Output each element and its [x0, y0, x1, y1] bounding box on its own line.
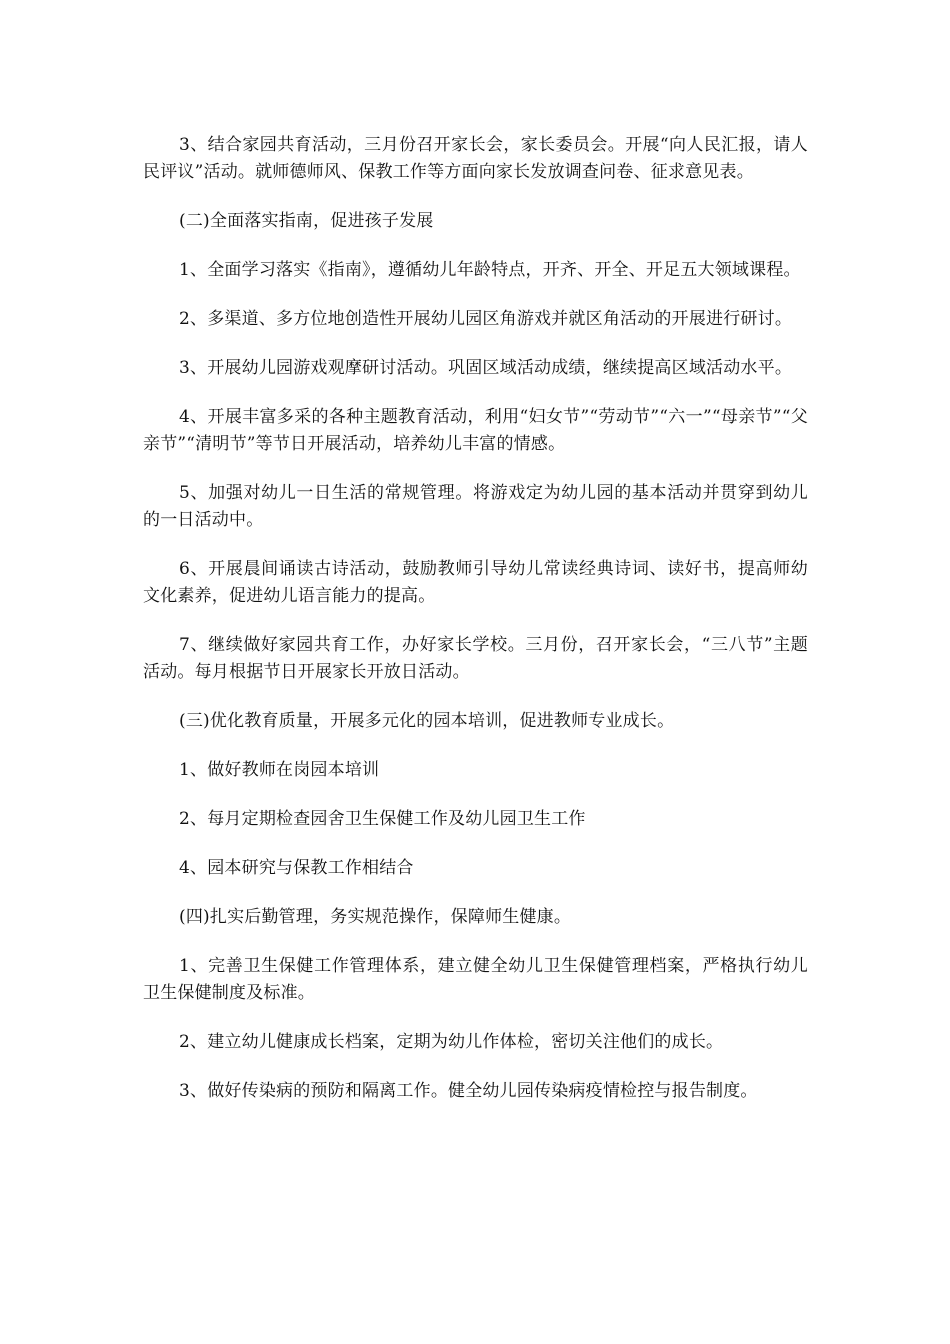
- paragraph-3-1: 1、做好教师在岗园本培训: [179, 760, 380, 780]
- paragraph-2-7: 7、继续做好家园共育工作，办好家长学校。三月份，召开家长会，“三八节”主题活动。每月根据节日开展家长开放日活动。: [143, 635, 808, 682]
- paragraph-3-2: 2、每月定期检查园舍卫生保健工作及幼儿园卫生工作: [179, 809, 586, 829]
- section-heading-4: (四)扎实后勤管理，务实规范操作，保障师生健康。: [179, 907, 572, 927]
- paragraph-4-3: 3、做好传染病的预防和隔离工作。健全幼儿园传染病疫情检控与报告制度。: [179, 1081, 758, 1101]
- paragraph-2-3: 3、开展幼儿园游戏观摩研讨活动。巩固区域活动成绩，继续提高区域活动水平。: [179, 358, 793, 378]
- section-heading-3: (三)优化教育质量，开展多元化的园本培训，促进教师专业成长。: [179, 711, 675, 731]
- paragraph-1: 3、结合家园共育活动，三月份召开家长会，家长委员会。开展“向人民汇报，请人民评议”活动。就师德师风、保教工作等方面向家长发放调查问卷、征求意见表。: [143, 135, 808, 182]
- section-heading-2: (二)全面落实指南，促进孩子发展: [179, 211, 434, 231]
- document-page: [143, 132, 808, 1127]
- paragraph-4-1: 1、完善卫生保健工作管理体系，建立健全幼儿卫生保健管理档案，严格执行幼儿卫生保健制度及标准。: [143, 956, 808, 1003]
- paragraph-2-6: 6、开展晨间诵读古诗活动，鼓励教师引导幼儿常读经典诗词、读好书，提高师幼文化素养，促进幼儿语言能力的提高。: [143, 559, 808, 606]
- paragraph-4-2: 2、建立幼儿健康成长档案，定期为幼儿作体检，密切关注他们的成长。: [179, 1032, 724, 1052]
- paragraph-2-2: 2、多渠道、多方位地创造性开展幼儿园区角游戏并就区角活动的开展进行研讨。: [179, 309, 793, 329]
- paragraph-2-4: 4、开展丰富多采的各种主题教育活动，利用“妇女节”“劳动节”“六一”“母亲节”“父亲节”“清明节”等节日开展活动，培养幼儿丰富的情感。: [143, 407, 808, 454]
- paragraph-3-4: 4、园本研究与保教工作相结合: [179, 858, 414, 878]
- paragraph-2-1: 1、全面学习落实《指南》，遵循幼儿年龄特点，开齐、开全、开足五大领域课程。: [179, 260, 801, 280]
- paragraph-2-5: 5、加强对幼儿一日生活的常规管理。将游戏定为幼儿园的基本活动并贯穿到幼儿的一日活动中。: [143, 483, 808, 530]
